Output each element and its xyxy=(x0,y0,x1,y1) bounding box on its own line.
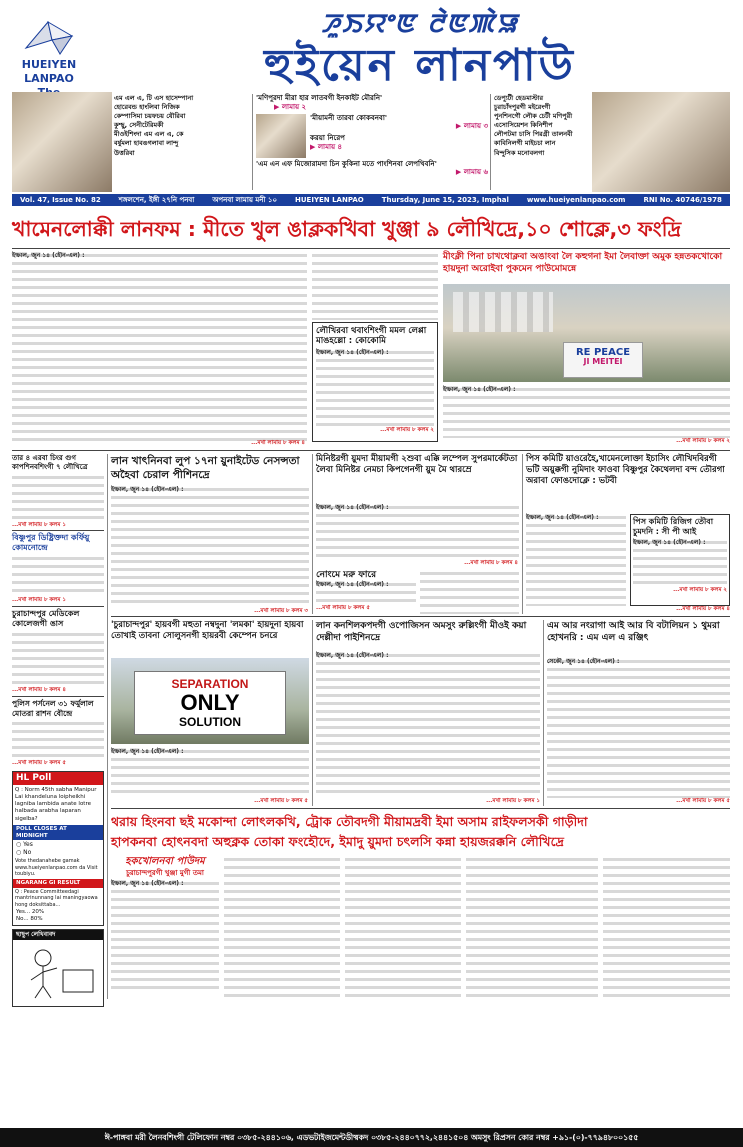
promo-mid-2-page-label: লামায় ৩ xyxy=(463,122,488,131)
loop-dateline: ইম্ফাল, জুন ১৪ (হৌন-এল) : xyxy=(111,486,184,493)
promo-left-line: কেম্পাসিমা চয়ফচয় যৌরিবা xyxy=(114,112,186,121)
divider xyxy=(12,248,730,249)
promo-mid-4[interactable]: 'এম এন এফ মিজোরামদা চিন কুকিনা মতে পাংশিনবা লেপখিবনি' xyxy=(256,159,437,168)
footer-bar: ঈ-পাঙ্গবা মরী লৈনবশিংগী টেলিফোন নম্বর ০৩৮৫-২৪৪১০৬, এডভটাইজমেন্টডীষ্মকদ ০৩৮৫-২৪৪০৭৭২,২৪৪১৫০৪ অমসুং রিপ্রসন কোর নম্বর +৯১-(০)-৭৭৯৪৮০০১৫৫ xyxy=(0,1128,743,1147)
photo-story-body xyxy=(443,386,730,438)
promo-right-line: চুরাচাঁদপুরগী মইরেংগী xyxy=(494,103,551,112)
asrbi-body xyxy=(547,658,730,798)
poll-no-label: No xyxy=(23,848,32,856)
separation-body xyxy=(111,748,309,798)
bottom-headline-1[interactable]: থরায় হিংনবা ছই মকোন্দা লোৎলকখি, ট্রোক তৌবদগী মীয়ামদ্রবী ইমা অসাম রাইফলসকী গাড়ীদা xyxy=(111,814,588,829)
promo-mid-4-page: ▶ লামায় ৬ xyxy=(455,168,488,177)
loop-body xyxy=(111,486,309,608)
bottom-col-4 xyxy=(466,856,598,998)
asrbi-continue[interactable]: ...মখা লামায় ৮ কলম ৫ xyxy=(676,798,730,804)
nongme-continue[interactable]: ...মখা লামায় ৮ কলম ৫ xyxy=(316,605,370,612)
promo-mid-3-page-label: লামায় ৪ xyxy=(317,142,343,151)
promo-left-line: বর্ষুমলা হাবঙগলাবা লান্দু xyxy=(114,139,179,148)
minister-continue[interactable]: ...মখা লামায় ৮ কলম ৪ xyxy=(464,560,518,566)
photo-story-continue[interactable]: ...মখা লামায় ৮ কলম ২ xyxy=(676,438,730,444)
promo-mid xyxy=(256,94,488,192)
lead-body-col3 xyxy=(312,252,438,320)
pauddam-body xyxy=(111,880,219,990)
pauddam-title[interactable]: হকখোলনবা পাউদম xyxy=(125,856,205,867)
promo-mid-photo xyxy=(256,114,306,158)
poster-line-3: SOLUTION xyxy=(179,715,241,729)
divider xyxy=(522,454,523,614)
sidebar-item-4-continue[interactable]: ...মখা লামায় ৮ কলম ৫ xyxy=(12,759,66,766)
sidebar-item-4-headline[interactable]: পুলিস পর্সনেল ৩১ ফর্মুলাল মোতরা রাশন বৌন্দ্রে xyxy=(12,699,94,718)
promo-right-line: এসোসিয়েশন কিনিশীপ xyxy=(494,121,553,130)
asrbi-dateline: সেকৌ, জুন ১৪ (হৌন-এল) : xyxy=(547,658,620,665)
minister-body xyxy=(316,504,519,560)
cpi-continue[interactable]: ...মখা লামায় ৮ কলম ২ xyxy=(673,587,727,593)
promo-mid-3[interactable]: করয়া নিরেপ xyxy=(310,134,345,142)
divider xyxy=(111,808,730,809)
result-yes: Yes... 20% xyxy=(16,909,45,916)
volume-label: Vol. 47, Issue No. 82 xyxy=(20,195,101,204)
sidebar-item-2-headline[interactable]: বিষ্ণুপুর ডিষ্ট্রিক্তদা কর্ফিয়ু কোমনোন্দ্রে xyxy=(12,533,90,553)
poll-note[interactable]: Vote thedanahebe gamak www.hueiyenlanpao.com da Visit toubiyu. xyxy=(15,858,98,878)
cpi-body xyxy=(633,539,727,587)
promo-mid-3-page: ▶ লামায় ৪ xyxy=(310,142,343,151)
result-question: Q : Peace Committeedagi mantrinunnang lai maningyaowa hong doksittaba... xyxy=(15,888,98,908)
date-english: Thursday, June 15, 2023, Imphal xyxy=(381,195,509,204)
nongme-headline[interactable]: নোংমে মরু ফারে xyxy=(316,570,377,580)
masthead-bengali-title: হুইয়েন লানপাউ xyxy=(264,40,576,91)
divider xyxy=(107,454,108,999)
pauddam-dateline: ইম্ফাল, জুন ১৪ (হৌন-এল) : xyxy=(111,880,184,888)
promo-left-line: কুশ্ছু, সেনীটেরিমকী xyxy=(114,121,164,130)
poll-options xyxy=(13,840,103,857)
sidebar-item-3-body xyxy=(12,631,104,687)
promo-right-line: ডেপ্যুটী হেডমাস্টার xyxy=(494,94,544,102)
sidebar-item-1-headline[interactable]: তার ৪ এরবা চিংর গুগ কাপশিনবশিংগী ৭ লৌখিত্রে xyxy=(12,454,88,471)
poster-line-2: ONLY xyxy=(180,690,240,715)
promo-left-line: হোরেবন্ড হাংলিবা নিজিক xyxy=(114,103,180,112)
promo-left-line: এম এল এ, টি এস হাসেম্পানা xyxy=(114,94,194,102)
opposition-headline[interactable]: লান কনশিলকপদগী ওপোজিসন অমসুং রুল্লিংগী মীওই কয়া দেল্লীদা পাইশিনদ্রে xyxy=(316,621,527,644)
sidebar-item-3-headline[interactable]: চুরাচান্দপুর মেডিকেল কোলেজগী ঙাস xyxy=(12,609,80,629)
promo-left-line: মীওইশিংদা এম এল এ, কে xyxy=(114,130,184,139)
bottom-headline-2[interactable]: হাপকনবা হোৎনবদা অহুক্নক তোকা ফংহৌদে, ইমাদু য়ুমদা চৎলসি কন্না হায়জরক্কনি লৌখিদ্রে xyxy=(111,834,565,849)
kokomi-box xyxy=(312,322,438,442)
promo-photo-right xyxy=(592,92,730,192)
left-sidebar xyxy=(12,454,104,999)
piss-body xyxy=(526,514,626,606)
lead-body xyxy=(12,252,307,444)
promo-mid-2-page: ▶ লামায় ৩ xyxy=(455,122,488,131)
cpi-box xyxy=(630,514,730,606)
poll-box xyxy=(12,771,104,926)
logo-name-1: HUEIYEN xyxy=(21,58,77,71)
divider xyxy=(252,94,253,190)
cpi-dateline: ইম্ফাল, জুন ১৪ (হৌন-এল) : xyxy=(633,539,706,546)
kokomi-continue[interactable]: ...মখা লামায় ৮ কলম ২ xyxy=(380,427,434,434)
sidebar-item-1-continue[interactable]: ...মখা লামায় ৮ কলম ১ xyxy=(12,521,66,528)
paper-bird-icon xyxy=(22,18,76,58)
bottom-col-3 xyxy=(345,856,461,998)
masthead-meitei-title: ꯍꯨꯏꯌꯦꯟ ꯂꯥꯟꯄꯥꯎ xyxy=(321,9,519,39)
sidebar-item-3-continue[interactable]: ...মখা লামায় ৮ কলম ৪ xyxy=(12,687,66,694)
cpi-headline[interactable]: পিস কমিটি রিজিগ তৌবা চুমদনি : সী পী আই xyxy=(633,517,714,536)
promo-left-text xyxy=(114,94,250,190)
pauddam-box xyxy=(111,856,219,998)
separation-dateline: ইম্ফাল, জুন ১৪ (হৌন-এল) : xyxy=(111,748,184,755)
cartoon-icon xyxy=(13,940,101,1002)
sidebar-item-2-continue[interactable]: ...মখা লামায় ৮ কলম ১ xyxy=(12,597,66,604)
kokomi-headline[interactable]: লৌখিরবা থবাংশিংগী মমল লেপ্পা মাঙহল্লো : কোকোমি xyxy=(316,326,427,347)
promo-right-text xyxy=(494,94,590,190)
cartoon-box xyxy=(12,929,104,1007)
separation-poster xyxy=(135,672,285,734)
opposition-body xyxy=(316,652,540,798)
piss-continue[interactable]: ...মখা লামায় ৮ কলম ৪ xyxy=(676,606,730,612)
bottom-col-5 xyxy=(603,856,730,998)
nongme-dateline: ইম্ফাল, জুন ১৪ (হৌন-এল) : xyxy=(316,581,389,589)
poll-stats-head: POLL CLOSES AT MIDNIGHT xyxy=(13,825,103,841)
banner-name: JI MEITEI xyxy=(583,357,623,366)
opposition-continue[interactable]: ...মখা লামায় ৮ কলম ১ xyxy=(486,798,540,804)
photo-story-headline[interactable]: মীংক্লী পিনা চাখথোক্লবা অঙাংবা লৈ কহুগনা ইমা লৈবাক্তা অমুক হন্নতকখোকো হায়দুনা অরোইবা পুকমেন পাউমোমন্নে xyxy=(443,252,723,274)
website-link[interactable]: www.hueiyenlanpao.com xyxy=(526,195,626,204)
poll-question: Q : Norm 45th sabha Manipur Lai khandeluna loipheikhi lagniba lambida anate lotre halbada arabha laparan sigelba? xyxy=(15,787,97,822)
sidebar-item-2-body xyxy=(12,555,104,597)
promo-left-line: উত্তরিবা xyxy=(114,148,135,157)
lead-headline[interactable]: খামেনলোক্কী লানফম : মীতে খুল ঙাক্লকখিবা খুঞ্জা ৯ লৌখিদ্রে,১০ শোক্লে,৩ ফংদ্রি xyxy=(12,217,682,241)
poll-head: HL Poll xyxy=(13,772,103,785)
result-head: NGARANG GI RESULT xyxy=(13,879,103,888)
kokomi-body xyxy=(316,349,434,427)
separation-photo xyxy=(111,658,309,744)
promo-right-line: বিন্দুসিক মনোবলগা xyxy=(494,148,545,157)
photo-story-image xyxy=(443,284,730,382)
poll-yes-option[interactable]: ○ Yes xyxy=(16,841,33,849)
nongme-body xyxy=(316,581,416,605)
logo xyxy=(12,18,86,90)
piss-dateline: ইম্ফাল, জুন ১৪ (হৌন-এল) : xyxy=(526,514,599,521)
pauddam-sub: চুরাচান্দপুরগী খুঞ্জা মুগী তমা xyxy=(126,868,204,877)
promo-right-line: পুনশিনগৌ লৌক চেটী মণিপুরী xyxy=(494,112,573,121)
lead-dateline: ইম্ফাল, জুন ১৪ (হৌন-এল) : xyxy=(12,252,85,259)
minister-dateline: ইম্ফাল, জুন ১৪ (হৌন-এল) : xyxy=(316,504,389,511)
divider xyxy=(312,620,313,806)
minister-body-col2 xyxy=(420,570,519,614)
cartoon-head: ছাছুপ লেখিবাবদ xyxy=(13,930,103,940)
sidebar-item-4-body xyxy=(12,720,104,760)
opposition-dateline: ইম্ফাল, জুন ১৪ (হৌন-এল) : xyxy=(316,652,389,659)
divider xyxy=(111,616,730,617)
sidebar-item-1-body xyxy=(12,474,104,522)
result-no: No... 80% xyxy=(16,916,43,923)
bottom-col-2 xyxy=(224,856,340,998)
photo-story-dateline: ইম্ফাল, জুন ১৪ (হৌন-এল) : xyxy=(443,386,516,393)
logo-name-2: LANPAO xyxy=(24,71,74,85)
poll-yes-label: Yes xyxy=(23,841,33,849)
date-bengali: শঙ্গলশেন, ইঙ্গী ২৭নি পনবা xyxy=(118,195,195,204)
poster-line-1: SEPARATION xyxy=(171,677,249,691)
promo-mid-1-page: ▶ লামায় ২ xyxy=(274,102,307,111)
nongme-story xyxy=(316,570,416,614)
divider xyxy=(490,94,491,190)
rni-number: RNI No. 40746/1978 xyxy=(643,195,722,204)
loop-continue[interactable]: ...মখা লামায় ৮ কলম ৩ xyxy=(254,608,308,614)
price-label: অপনবা লামায় মনী ১০ xyxy=(212,195,278,204)
divider xyxy=(543,620,544,806)
promo-mid-1-page-label: লামায় ২ xyxy=(281,102,307,111)
banner-text: RE PEACE xyxy=(575,347,631,358)
promo-right-line: কাবিনিলগী মাইচচা লান xyxy=(494,139,556,148)
promo-right-line: লৌপটমা চাসি পিরগ্রী তালনবী xyxy=(494,130,573,139)
minister-headline[interactable]: মিনিষ্টরগী য়ুমদা মীয়ামগী ২শুবা এক্কি লম্পেল সুপরমার্কেটতা লৈবা মিনিষ্টর নেমচা কিপগেনগী য়ুম মৈ থারম্রে xyxy=(316,454,518,476)
piss-headline[interactable]: পিস কমিটি য়াওরেহৈ,খামেনলোক্তা ইচাসিং লৌখিদবিরগী ভটি অয়ুক্কগী নুমিদাং ফাওবা বিষ্ণুপুর কৈথেলদা বন্দ তৌরগা অরাবা ফোঙদোক্লে : ভটবী xyxy=(526,454,725,487)
separation-continue[interactable]: ...মখা লামায় ৮ কলম ৫ xyxy=(254,798,308,804)
divider xyxy=(12,450,730,451)
promo-mid-2[interactable]: 'মীয়ামনী তারবা কোকবনবা' xyxy=(310,113,387,122)
info-bar xyxy=(12,194,730,206)
asrbi-headline[interactable]: এম আর নংরাগা আই আর বি বটালিয়ন ১ থুমরা হোখনরি : এম এল এ রঞ্জিৎ xyxy=(547,621,720,644)
promo-mid-1[interactable]: 'মণিপুরদা মীরা হার লাতবগী ইনকাইট মৌরনি' xyxy=(256,94,383,102)
separation-headline[interactable]: 'চুরাচান্দপুর' হায়বগী মহুতা নম্বদুনা 'লমকা' হায়দুনা হায়বা তোখাই তাবনা সোলুসনগী হায়রবী কেম্পেন চনরে xyxy=(111,620,304,642)
kokomi-dateline: ইম্ফাল, জুন ১৪ (হৌন-এল) : xyxy=(316,349,389,357)
loop-headline[interactable]: লান খাৎনিনবা লুপ ১৭না য়ুনাইটেড নেসন্সতা অহৈবা চেরাল পীশিনদ্রে xyxy=(111,455,300,482)
lead-continue[interactable]: ...মখা লামায় ৮ কলম ৪ xyxy=(251,440,305,446)
divider xyxy=(312,454,313,614)
promo-photo-left xyxy=(12,92,112,192)
promo-mid-4-page-label: লামায় ৬ xyxy=(463,168,488,177)
paper-name: HUEIYEN LANPAO xyxy=(295,195,364,204)
poll-no-option[interactable]: ○ No xyxy=(16,848,32,856)
